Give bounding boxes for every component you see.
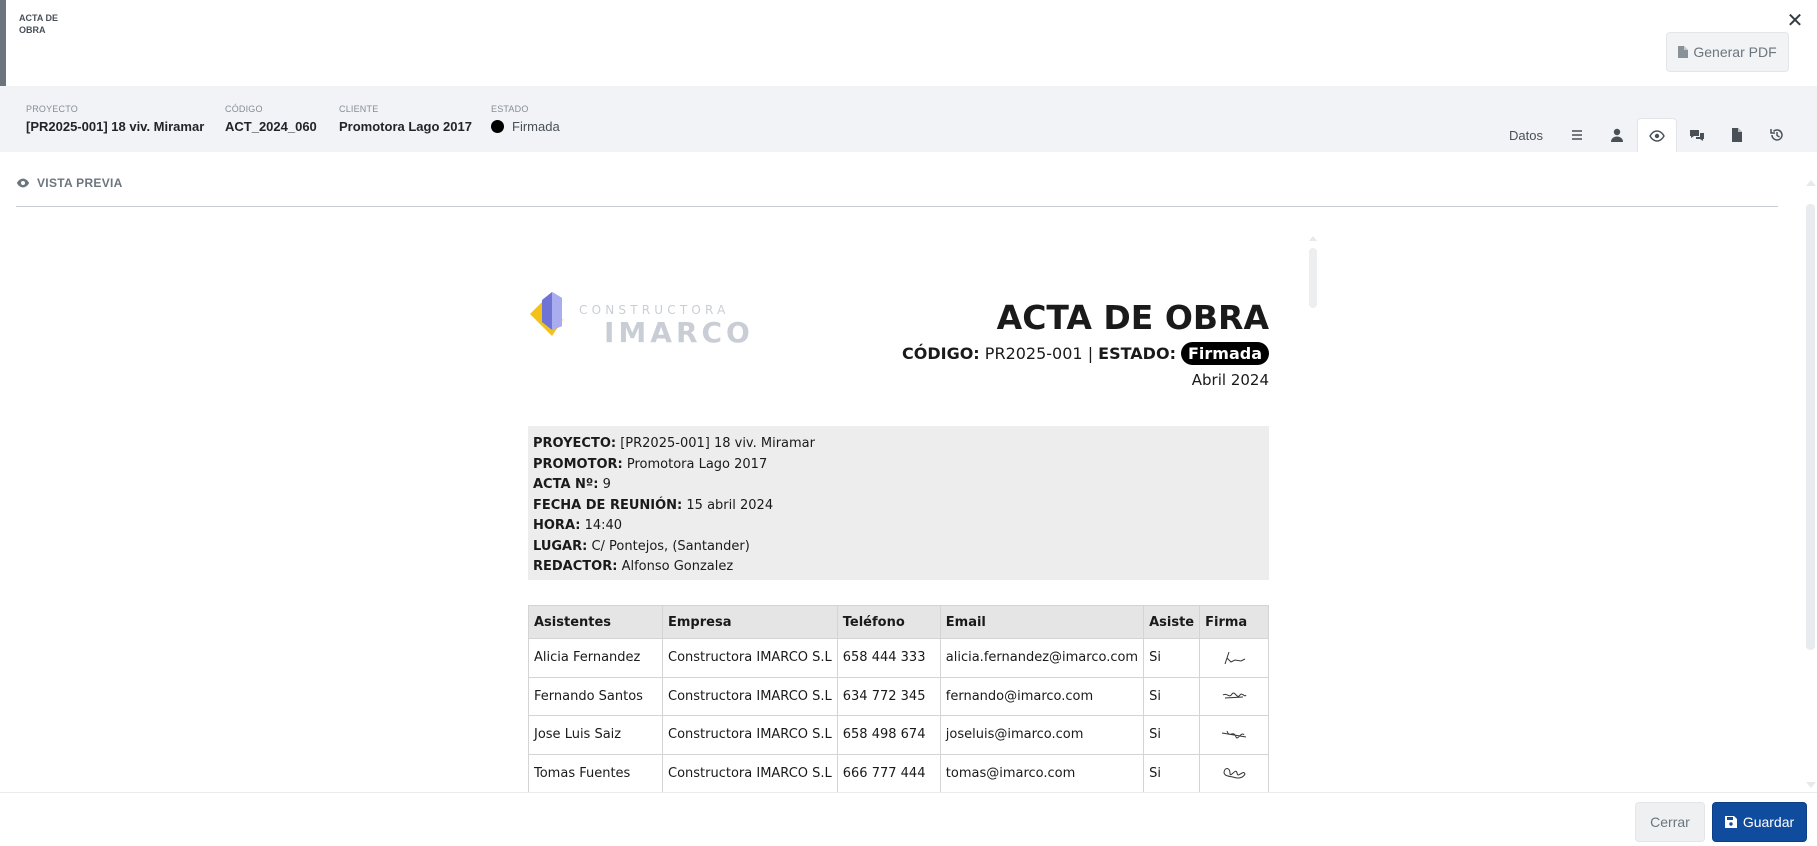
detail-value: 14:40 xyxy=(584,518,623,533)
comments-icon xyxy=(1689,127,1705,143)
document-date: Abril 2024 xyxy=(1191,371,1269,389)
history-icon xyxy=(1769,127,1785,143)
meeting-details-box xyxy=(528,426,1269,580)
detail-label: HORA: xyxy=(533,518,581,533)
client-field xyxy=(339,104,472,134)
tab-history[interactable] xyxy=(1757,118,1797,152)
doc-code-label: CÓDIGO: xyxy=(901,344,980,363)
modal-header xyxy=(0,0,1817,86)
detail-label: PROYECTO: xyxy=(533,436,617,451)
status-dot-icon xyxy=(491,120,504,133)
client-value: Promotora Lago 2017 xyxy=(339,119,472,134)
attendee-attends: Si xyxy=(1144,639,1200,678)
doc-code-value: PR2025-001 xyxy=(984,344,1083,363)
record-info-bar xyxy=(0,86,1817,152)
attendee-phone: 658 498 674 xyxy=(837,716,940,755)
attendee-email: alicia.fernandez@imarco.com xyxy=(940,639,1143,678)
detail-row xyxy=(533,557,1264,578)
tab-list[interactable] xyxy=(1557,118,1597,152)
attendee-signature xyxy=(1200,716,1269,755)
doc-status-label: ESTADO: xyxy=(1098,344,1176,363)
table-header-row xyxy=(529,606,1269,639)
detail-label: FECHA DE REUNIÓN: xyxy=(533,497,683,513)
detail-row xyxy=(533,516,1264,537)
table-row xyxy=(529,639,1269,678)
tab-documents[interactable] xyxy=(1717,118,1757,152)
detail-value: Alfonso Gonzalez xyxy=(621,559,734,574)
attendees-table xyxy=(528,605,1269,793)
project-field xyxy=(26,104,204,134)
save-icon xyxy=(1725,816,1737,828)
attendee-signature xyxy=(1200,677,1269,716)
document-scrollbar[interactable] xyxy=(1309,236,1317,312)
client-label: CLIENTE xyxy=(339,104,379,114)
close-icon[interactable]: ✕ xyxy=(1786,10,1804,32)
attendee-phone: 634 772 345 xyxy=(837,677,940,716)
attendee-phone: 658 444 333 xyxy=(837,639,940,678)
view-tabs xyxy=(1495,118,1797,152)
tab-preview[interactable] xyxy=(1637,118,1677,152)
attendee-email: joseluis@imarco.com xyxy=(940,716,1143,755)
code-field xyxy=(225,104,317,134)
tab-comments[interactable] xyxy=(1677,118,1717,152)
doc-scroll-up-arrow[interactable] xyxy=(1309,236,1317,241)
save-button[interactable] xyxy=(1712,802,1807,842)
tab-datos[interactable]: Datos xyxy=(1509,127,1543,143)
status-value: Firmada xyxy=(512,119,560,134)
table-row xyxy=(529,754,1269,793)
generate-pdf-label: Generar PDF xyxy=(1693,44,1777,60)
detail-row xyxy=(533,496,1264,517)
code-label: CÓDIGO xyxy=(225,104,263,114)
attendee-signature xyxy=(1200,639,1269,678)
signature-image xyxy=(1219,686,1249,706)
logo-mark-icon xyxy=(528,290,576,338)
col-header-telefono: Teléfono xyxy=(837,606,940,639)
detail-row xyxy=(533,455,1264,476)
signature-image xyxy=(1219,763,1249,783)
document-code-line xyxy=(902,342,1269,365)
attendee-name: Jose Luis Saiz xyxy=(529,716,663,755)
attendee-attends: Si xyxy=(1144,677,1200,716)
section-divider xyxy=(16,206,1778,207)
detail-row xyxy=(533,537,1264,558)
attendee-signature xyxy=(1200,754,1269,793)
status-field xyxy=(491,104,560,134)
col-header-email: Email xyxy=(940,606,1143,639)
status-badge xyxy=(491,119,560,134)
modal-footer xyxy=(0,792,1817,846)
detail-label: PROMOTOR: xyxy=(533,456,623,472)
attendee-name: Tomas Fuentes xyxy=(529,754,663,793)
detail-value: C/ Pontejos, (Santander) xyxy=(591,538,750,554)
scroll-up-arrow[interactable] xyxy=(1806,180,1816,186)
attendee-name: Alicia Fernandez xyxy=(529,639,663,678)
attendee-company: Constructora IMARCO S.L xyxy=(663,754,838,793)
file-pdf-icon xyxy=(1678,46,1688,58)
attendee-attends: Si xyxy=(1144,716,1200,755)
eye-icon xyxy=(16,177,30,189)
user-icon xyxy=(1609,127,1625,143)
logo-text-bottom: IMARCO xyxy=(604,316,754,349)
tab-user[interactable] xyxy=(1597,118,1637,152)
attendee-email: fernando@imarco.com xyxy=(940,677,1143,716)
save-button-label: Guardar xyxy=(1742,814,1795,830)
doc-separator: | xyxy=(1087,344,1094,363)
doc-status-badge: Firmada xyxy=(1181,342,1269,365)
detail-value: 9 xyxy=(602,477,611,492)
doc-scroll-thumb[interactable] xyxy=(1309,248,1317,308)
attendee-name: Fernando Santos xyxy=(529,677,663,716)
table-row xyxy=(529,677,1269,716)
detail-value: Promotora Lago 2017 xyxy=(626,456,768,472)
col-header-asiste: Asiste xyxy=(1144,606,1200,639)
eye-icon xyxy=(1649,128,1665,144)
status-label: ESTADO xyxy=(491,104,529,114)
signature-image xyxy=(1219,648,1249,668)
preview-section-header xyxy=(16,176,123,190)
detail-value: 15 abril 2024 xyxy=(686,497,774,513)
detail-label: LUGAR: xyxy=(533,538,588,554)
scroll-down-arrow[interactable] xyxy=(1806,782,1816,788)
attendee-attends: Si xyxy=(1144,754,1200,793)
detail-label: ACTA Nº: xyxy=(533,477,599,492)
list-icon xyxy=(1569,127,1585,143)
col-header-empresa: Empresa xyxy=(663,606,838,639)
scroll-thumb[interactable] xyxy=(1806,204,1815,650)
col-header-asistentes: Asistentes xyxy=(529,606,663,639)
table-row xyxy=(529,716,1269,755)
signature-image xyxy=(1219,725,1249,745)
page-scrollbar[interactable] xyxy=(1806,180,1814,788)
attendee-phone: 666 777 444 xyxy=(837,754,940,793)
col-header-firma: Firma xyxy=(1200,606,1269,639)
file-icon xyxy=(1729,127,1745,143)
detail-value: [PR2025-001] 18 viv. Miramar xyxy=(620,436,815,451)
project-label: PROYECTO xyxy=(26,104,78,114)
logo-text-top: CONSTRUCTORA xyxy=(579,303,730,317)
header-accent-bar xyxy=(0,0,6,86)
code-value: ACT_2024_060 xyxy=(225,119,317,134)
document-title: ACTA DE OBRA xyxy=(996,298,1269,337)
attendee-company: Constructora IMARCO S.L xyxy=(663,677,838,716)
company-logo xyxy=(528,290,754,349)
preview-section-title: VISTA PREVIA xyxy=(37,176,123,190)
detail-row xyxy=(533,434,1264,455)
detail-row xyxy=(533,475,1264,496)
attendee-email: tomas@imarco.com xyxy=(940,754,1143,793)
generate-pdf-button[interactable] xyxy=(1666,32,1789,72)
attendee-company: Constructora IMARCO S.L xyxy=(663,639,838,678)
modal-title: ACTA DE OBRA xyxy=(19,13,58,35)
attendee-company: Constructora IMARCO S.L xyxy=(663,716,838,755)
detail-label: REDACTOR: xyxy=(533,559,618,574)
project-value: [PR2025-001] 18 viv. Miramar xyxy=(26,119,205,134)
close-button[interactable]: Cerrar xyxy=(1635,802,1705,842)
